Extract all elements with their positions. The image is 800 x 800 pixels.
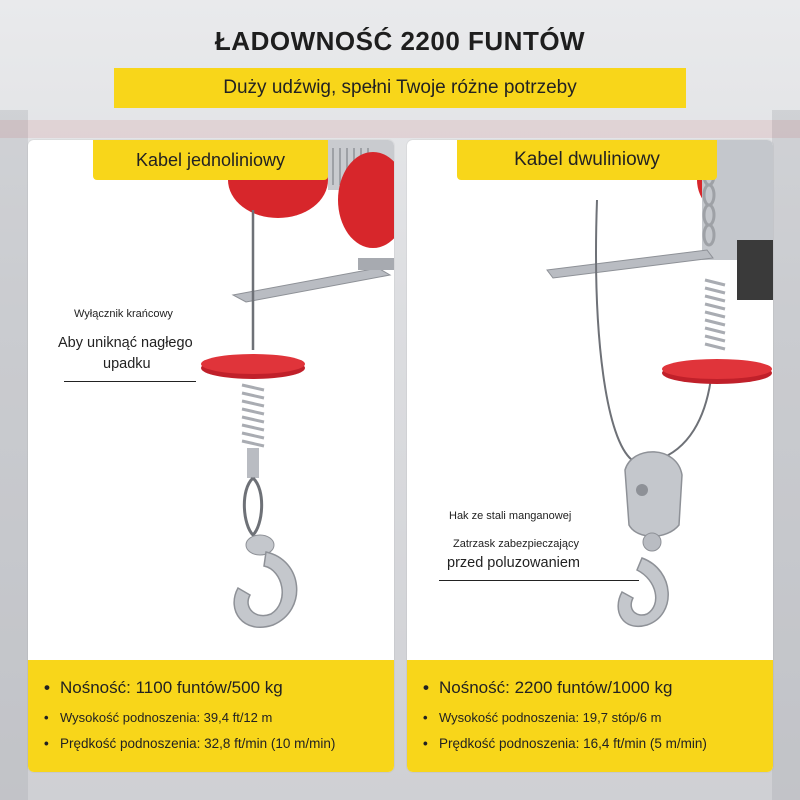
spec-speed	[44, 736, 394, 751]
double-line-hoist-illustration	[407, 140, 773, 660]
safety-latch-text: przed poluzowaniem	[447, 555, 580, 571]
bullet: •	[423, 710, 428, 725]
spec-height	[44, 710, 394, 725]
subtitle-text: Duży udźwig, spełni Twoje różne potrzeby	[223, 77, 577, 98]
double-line-specs	[407, 660, 773, 772]
bullet: •	[44, 678, 50, 697]
spec-speed-text: Prędkość podnoszenia: 32,8 ft/min (10 m/min)	[60, 736, 336, 751]
spec-height-text: Wysokość podnoszenia: 39,4 ft/12 m	[60, 710, 273, 725]
bullet: •	[44, 736, 49, 751]
limit-switch-leader-line	[64, 381, 196, 382]
limit-switch-text-line1: Aby uniknąć nagłego	[58, 335, 193, 351]
safety-latch-label: Zatrzask zabezpieczający	[453, 538, 579, 550]
limit-switch-label: Wyłącznik krańcowy	[74, 308, 173, 320]
spec-capacity-text: Nośność: 1100 funtów/500 kg	[60, 678, 283, 697]
page-title: ŁADOWNOŚĆ 2200 FUNTÓW	[214, 26, 586, 56]
spec-speed	[423, 736, 773, 751]
spec-height-text: Wysokość podnoszenia: 19,7 stóp/6 m	[439, 710, 662, 725]
subtitle-banner	[114, 68, 686, 108]
bullet: •	[44, 710, 49, 725]
bullet: •	[423, 736, 428, 751]
double-line-card	[407, 140, 773, 772]
spec-speed-text: Prędkość podnoszenia: 16,4 ft/min (5 m/min)	[439, 736, 707, 751]
single-line-card	[28, 140, 394, 772]
background-shelf	[772, 110, 800, 800]
safety-latch-leader-line	[439, 580, 639, 581]
single-line-hoist-illustration	[28, 140, 394, 660]
limit-switch-text-line2: upadku	[103, 356, 151, 372]
spec-capacity-text: Nośność: 2200 funtów/1000 kg	[439, 678, 673, 697]
double-line-tab	[457, 140, 717, 180]
double-line-tab-label: Kabel dwuliniowy	[514, 149, 660, 170]
spec-capacity	[44, 678, 394, 698]
spec-capacity	[423, 678, 773, 698]
background-shelf	[0, 120, 800, 138]
hook-material-label: Hak ze stali manganowej	[449, 510, 572, 522]
spec-height	[423, 710, 773, 725]
bullet: •	[423, 678, 429, 697]
background-shelf	[0, 110, 28, 800]
single-line-tab-label: Kabel jednoliniowy	[135, 149, 286, 170]
single-line-tab	[93, 140, 328, 180]
single-line-specs	[28, 660, 394, 772]
